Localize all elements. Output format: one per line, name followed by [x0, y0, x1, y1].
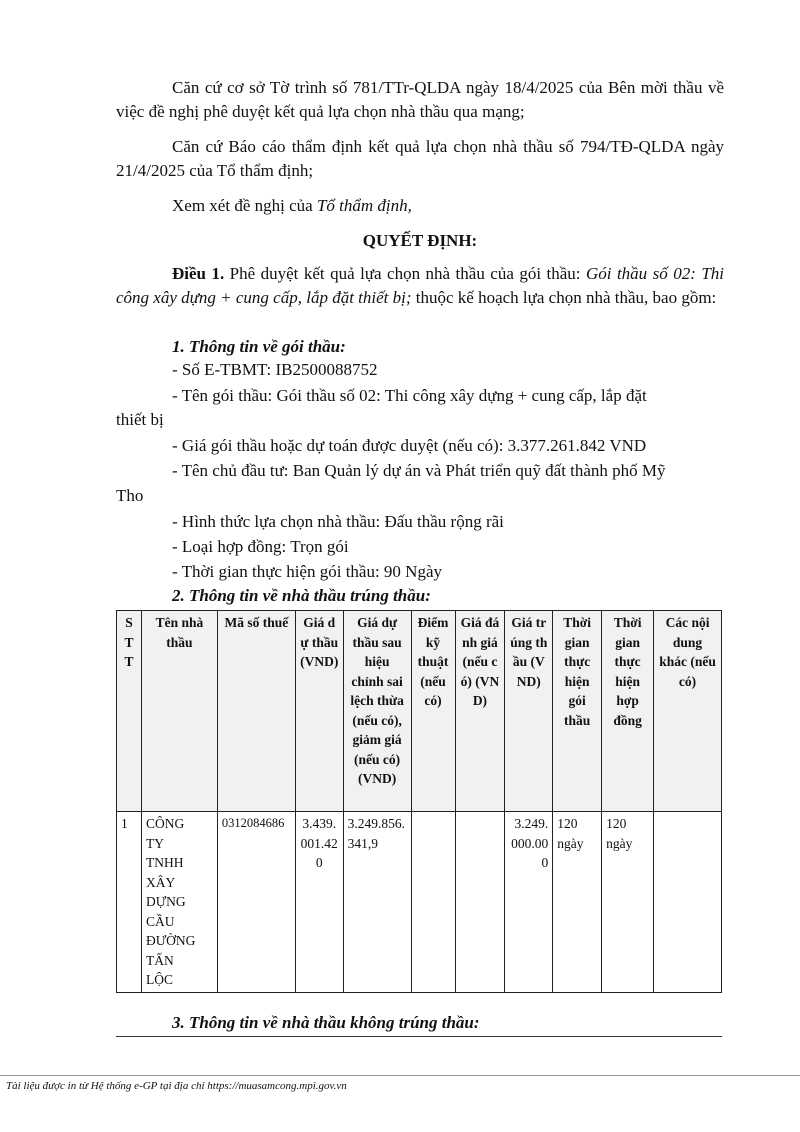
cell-eval-price [455, 812, 505, 993]
col-bid-price: Giá dự thầu (VND) [295, 611, 343, 812]
col-stt: STT [117, 611, 142, 812]
col-eval-price: Giá đánh giá (nếu có) (VND) [455, 611, 505, 812]
article-1 [116, 262, 724, 310]
cell-bid-price: 3.439.001.420 [295, 812, 343, 993]
article-1-text: Phê duyệt kết quả lựa chọn nhà thầu của gói thầu: [224, 264, 586, 283]
article-1-text-end: thuộc kế hoạch lựa chọn nhà thầu, bao gồm: [411, 288, 717, 307]
investor-line-2: Tho [116, 486, 144, 505]
package-name-line-2: thiết bị [116, 410, 164, 429]
cell-win-price: 3.249.000.000 [505, 812, 553, 993]
package-duration: - Thời gian thực hiện gói thầu: 90 Ngày [172, 562, 443, 581]
cell-tax-code: 0312084686 [217, 812, 295, 993]
section-3-heading: 3. Thông tin về nhà thầu không trúng thầu: [172, 1013, 480, 1032]
paragraph-consideration [116, 194, 724, 218]
consideration-prefix: Xem xét đề nghị của [172, 196, 317, 215]
col-tax-code: Mã số thuế [217, 611, 295, 812]
cell-tech-score [411, 812, 455, 993]
cell-other [654, 812, 722, 993]
article-1-package: Gói thầu số 02: Thi công xây dựng + cung cấp, lắp đặt thiết bị; [116, 264, 725, 307]
cell-stt: 1 [117, 812, 142, 993]
section-1-heading: 1. Thông tin về gói thầu: [172, 337, 346, 356]
paragraph-submission-basis: Căn cứ cơ sở Tờ trình số 781/TTr-QLDA ngày 18/4/2025 của Bên mời thầu về việc đề nghị phê duyệt kết quả lựa chọn nhà thầu qua mạng; [116, 78, 724, 121]
article-1-label: Điều 1. [172, 264, 225, 283]
col-win-price: Giá trúng thầu (VND) [505, 611, 553, 812]
e-tbmt-number: - Số E-TBMT: IB2500088752 [172, 360, 378, 379]
divider [116, 1036, 722, 1037]
cell-adjusted-price: 3.249.856.341,9 [343, 812, 411, 993]
table-header-row [117, 611, 722, 812]
col-other: Các nội dung khác (nếu có) [654, 611, 722, 812]
cell-contract-duration: 120 ngày [602, 812, 654, 993]
contract-type: - Loại hợp đồng: Trọn gói [172, 537, 349, 556]
section-2-heading: 2. Thông tin về nhà thầu trúng thầu: [172, 586, 431, 605]
winning-bidder-table [116, 610, 722, 993]
col-bidder-name: Tên nhà thầu [141, 611, 217, 812]
package-name-line-1: - Tên gói thầu: Gói thầu số 02: Thi công xây dựng + cung cấp, lắp đặt [172, 386, 647, 405]
cell-pkg-duration: 120 ngày [553, 812, 602, 993]
consideration-body: Tổ thẩm định, [316, 196, 412, 215]
package-price: - Giá gói thầu hoặc dự toán được duyệt (nếu có): 3.377.261.842 VND [172, 436, 647, 455]
selection-method: - Hình thức lựa chọn nhà thầu: Đấu thầu rộng rãi [172, 512, 504, 531]
col-adjusted-price: Giá dự thầu sau hiệu chỉnh sai lệch thừa (nếu có), giảm giá (nếu có) (VND) [343, 611, 411, 812]
decision-title: QUYẾT ĐỊNH: [362, 231, 478, 250]
table-row [117, 812, 722, 993]
paragraph-appraisal-basis: Căn cứ Báo cáo thẩm định kết quả lựa chọn nhà thầu số 794/TĐ-QLDA ngày 21/4/2025 của Tổ thẩm định; [116, 137, 724, 180]
investor-line-1: - Tên chủ đầu tư: Ban Quản lý dự án và Phát triển quỹ đất thành phố Mỹ [172, 461, 666, 480]
footer-note: Tài liệu được in từ Hệ thống e-GP tại địa chỉ https://muasamcong.mpi.gov.vn [6, 1080, 347, 1092]
cell-bidder-name: CÔNG TY TNHH XÂY DỰNG CẦU ĐƯỜNG TẤN LỘC [141, 812, 217, 993]
col-tech-score: Điểm kỹ thuật (nếu có) [411, 611, 455, 812]
footer-divider [0, 1075, 800, 1076]
col-contract-duration: Thời gian thực hiện hợp đồng [602, 611, 654, 812]
col-pkg-duration: Thời gian thực hiện gói thầu [553, 611, 602, 812]
